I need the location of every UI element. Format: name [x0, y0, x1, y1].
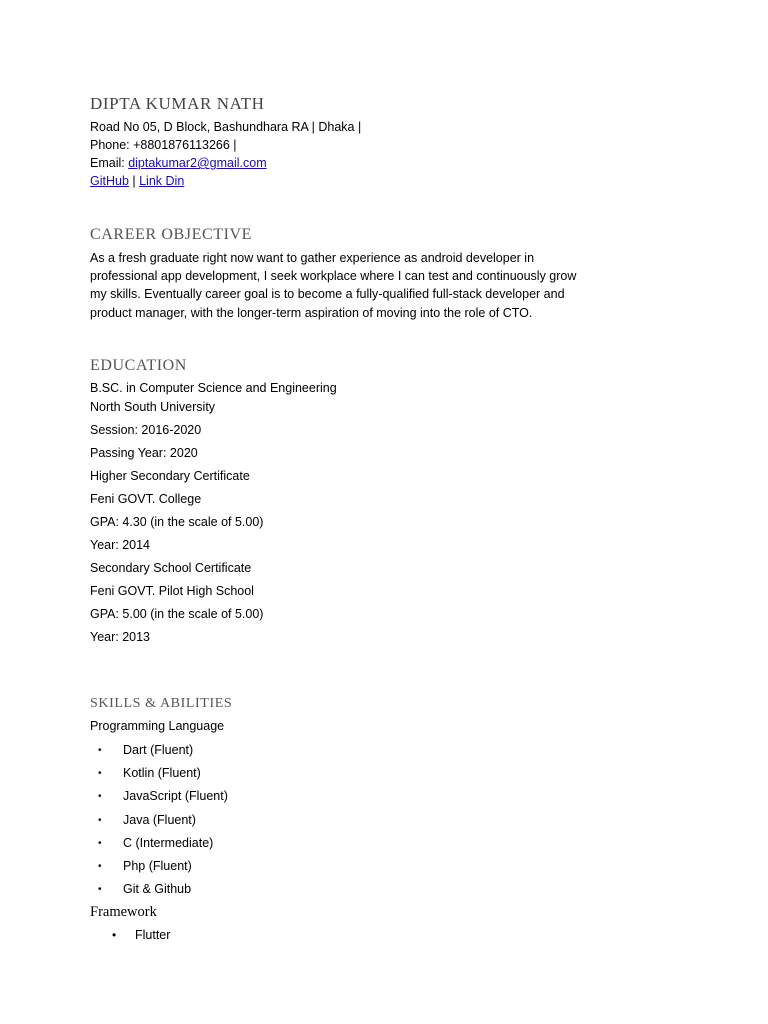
linkedin-link[interactable]: Link Din: [139, 174, 185, 188]
skills-title: SKILLS & ABILITIES: [90, 696, 233, 711]
bullet: •: [98, 814, 102, 826]
list-item: [90, 878, 590, 901]
objective-text: As a fresh graduate right now want to gather experience as android developer in professional app development, I seek workplace where I can test and continuously grow my skills. Eventually career goal is to become a fully-qualified full-stack developer and product manager, with the longer-term aspiration of moving into the role of CTO.: [90, 251, 577, 320]
email-link[interactable]: diptakumar2@gmail.com: [128, 156, 267, 170]
hsc-gpa-line: GPA: 4.30 (in the scale of 5.00): [90, 515, 264, 529]
programming-heading: Programming Language: [90, 719, 225, 733]
objective-title: CAREER OBJECTIVE: [90, 226, 253, 243]
skill-label: Kotlin (Fluent): [123, 766, 201, 781]
email-line: [90, 154, 590, 172]
list-item: [90, 924, 590, 946]
header: [90, 94, 590, 190]
profile-links: [90, 172, 590, 190]
career-objective-section: [90, 225, 590, 322]
ssc-year-line: Year: 2013: [90, 630, 151, 644]
resume-content: [90, 94, 590, 943]
framework-list: [90, 924, 590, 946]
programming-list: [90, 739, 590, 901]
session-line: Session: 2016-2020: [90, 423, 202, 437]
skill-label: Php (Fluent): [123, 859, 192, 874]
skill-label: Java (Fluent): [123, 812, 196, 827]
skill-label: Dart (Fluent): [123, 743, 194, 757]
list-item: [90, 762, 590, 785]
bullet: •: [98, 791, 102, 803]
bullet: •: [98, 837, 102, 849]
skill-label: C (Intermediate): [123, 835, 214, 850]
skill-label: Git & Github: [123, 882, 192, 897]
list-item: [90, 809, 590, 832]
education-title: EDUCATION: [90, 357, 187, 374]
skill-label: JavaScript (Fluent): [123, 789, 228, 804]
hsc-line: Higher Secondary Certificate: [90, 469, 250, 483]
list-item: [90, 739, 590, 762]
education-section: [90, 356, 590, 647]
bullet: •: [98, 861, 102, 873]
phone-line: Phone: +8801876113266 |: [90, 138, 237, 152]
bullet: •: [98, 745, 102, 756]
bullet: •: [98, 884, 102, 896]
skills-section: [90, 694, 590, 946]
candidate-name: DIPTA KUMAR NATH: [90, 94, 265, 113]
ssc-gpa-line: GPA: 5.00 (in the scale of 5.00): [90, 607, 264, 621]
email-label: Email:: [90, 156, 129, 170]
hsc-college-line: Feni GOVT. College: [90, 492, 202, 506]
bullet: •: [112, 928, 117, 943]
framework-heading: Framework: [90, 904, 157, 921]
address-line: Road No 05, D Block, Bashundhara RA | Dhaka |: [90, 120, 362, 134]
passing-year-line: Passing Year: 2020: [90, 446, 198, 460]
degree-line: B.SC. in Computer Science and Engineering: [90, 381, 337, 395]
bullet: •: [98, 768, 102, 780]
framework-label: Flutter: [135, 928, 171, 943]
ssc-school-line: Feni GOVT. Pilot High School: [90, 584, 254, 598]
ssc-line: Secondary School Certificate: [90, 561, 252, 575]
list-item: [90, 832, 590, 855]
hsc-year-line: Year: 2014: [90, 538, 151, 552]
link-separator: |: [128, 174, 140, 188]
university-line: North South University: [90, 400, 216, 414]
list-item: [90, 785, 590, 808]
github-link[interactable]: GitHub: [90, 174, 129, 188]
list-item: [90, 855, 590, 878]
